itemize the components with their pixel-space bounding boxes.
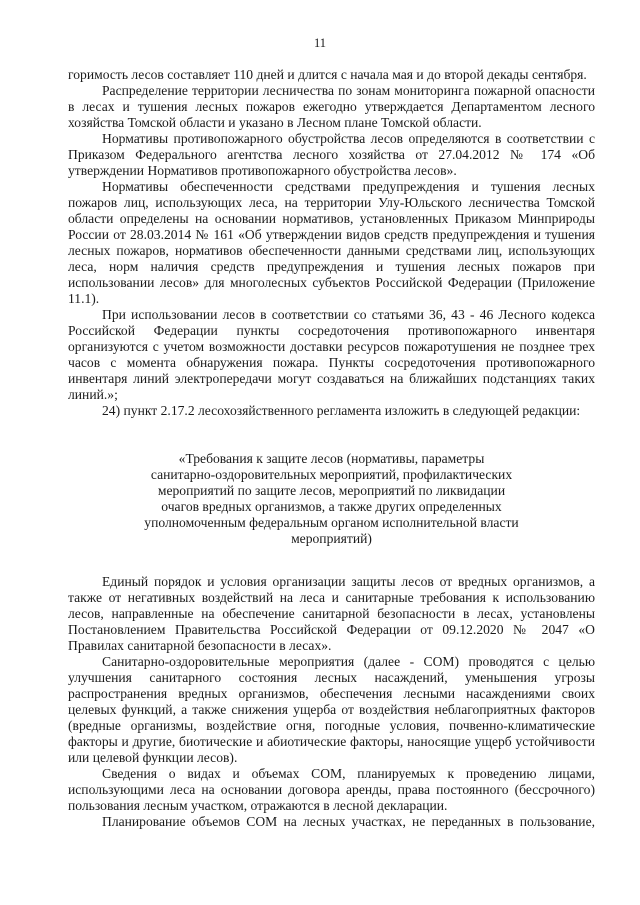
- section-heading: [68, 451, 595, 547]
- heading-line: «Требования к защите лесов (нормативы, параметры: [178, 451, 485, 466]
- paragraph: Распределение территории лесничества по зонам мониторинга пожарной опасности в лесах и тушения лесных пожаров ежегодно утверждается Департаментом лесного хозяйства Томской области и указано в Лесном плане Томской области.: [68, 83, 595, 130]
- paragraph: 24) пункт 2.17.2 лесохозяйственного регламента изложить в следующей редакции:: [102, 403, 581, 418]
- paragraph: Санитарно-оздоровительные мероприятия (далее - СОМ) проводятся с целью улучшения санитарного состояния лесных насаждений, уменьшения угрозы распространения вредных организмов, обеспечения лесными насаждениями своих целевых функций, а также снижения ущерба от воздействия неблагоприятных факторов (вредные организмы, воздействие огня, погодные условия, почвенно-климатические факторы и другие, биотические и абиотические факторы, наносящие ущерб устойчивости или целевой функции лесов).: [68, 654, 595, 765]
- paragraph: горимость лесов составляет 110 дней и длится с начала мая и до второй декады сентября.: [68, 67, 587, 82]
- heading-line: мероприятий): [291, 531, 372, 546]
- paragraph: При использовании лесов в соответствии со статьями 36, 43 - 46 Лесного кодекса Российской Федерации пункты сосредоточения противопожарного инвентаря организуются с учетом возможности доставки ресурсов пожаротушения не позднее трех часов с момента обнаружения пожара. Пункты сосредоточения противопожарного инвентаря линий электропередачи могут создаваться на ближайших подстанциях таких линий.»;: [68, 307, 595, 402]
- paragraph: Единый порядок и условия организации защиты лесов от вредных организмов, а также от негативных воздействий на леса и санитарные требования к использованию лесов, направленные на обеспечение санитарной безопасности в лесах, установлены Постановлением Правительства Российской Федерации от 09.12.2020 № 2047 «О Правилах санитарной безопасности в лесах».: [68, 574, 595, 653]
- document-body: [68, 67, 595, 830]
- page-number: 11: [313, 36, 327, 50]
- heading-line: мероприятий по защите лесов, мероприятий по ликвидации: [157, 483, 506, 498]
- paragraph: Планирование объемов СОМ на лесных участках, не переданных в пользование,: [102, 814, 595, 829]
- paragraph: Сведения о видах и объемах СОМ, планируемых к проведению лицами, использующими леса на основании договора аренды, права постоянного (бессрочного) пользования лесным участком, отражаются в лесной декларации.: [68, 766, 595, 813]
- paragraph: Нормативы противопожарного обустройства лесов определяются в соответствии с Приказом Федерального агентства лесного хозяйства от 27.04.2012 № 174 «Об утверждении Нормативов противопожарного обустройства лесов».: [68, 131, 595, 178]
- heading-line: уполномоченным федеральным органом исполнительной власти: [144, 515, 519, 530]
- heading-line: санитарно-оздоровительных мероприятий, профилактических: [150, 467, 513, 482]
- heading-line: очагов вредных организмов, а также других определенных: [161, 499, 502, 514]
- paragraph: Нормативы обеспеченности средствами предупреждения и тушения лесных пожаров лиц, использующих леса, на территории Улу-Юльского лесничества Томской области определены на основании нормативов, установленных Приказом Минприроды России от 28.03.2014 № 161 «Об утверждении видов средств предупреждения и тушения лесных пожаров, нормативов обеспеченности данными средствами лиц, использующих леса, норм наличия средств предупреждения и тушения лесных пожаров при использовании лесов» для многолесных субъектов Российской Федерации (Приложение 11.1).: [68, 179, 595, 306]
